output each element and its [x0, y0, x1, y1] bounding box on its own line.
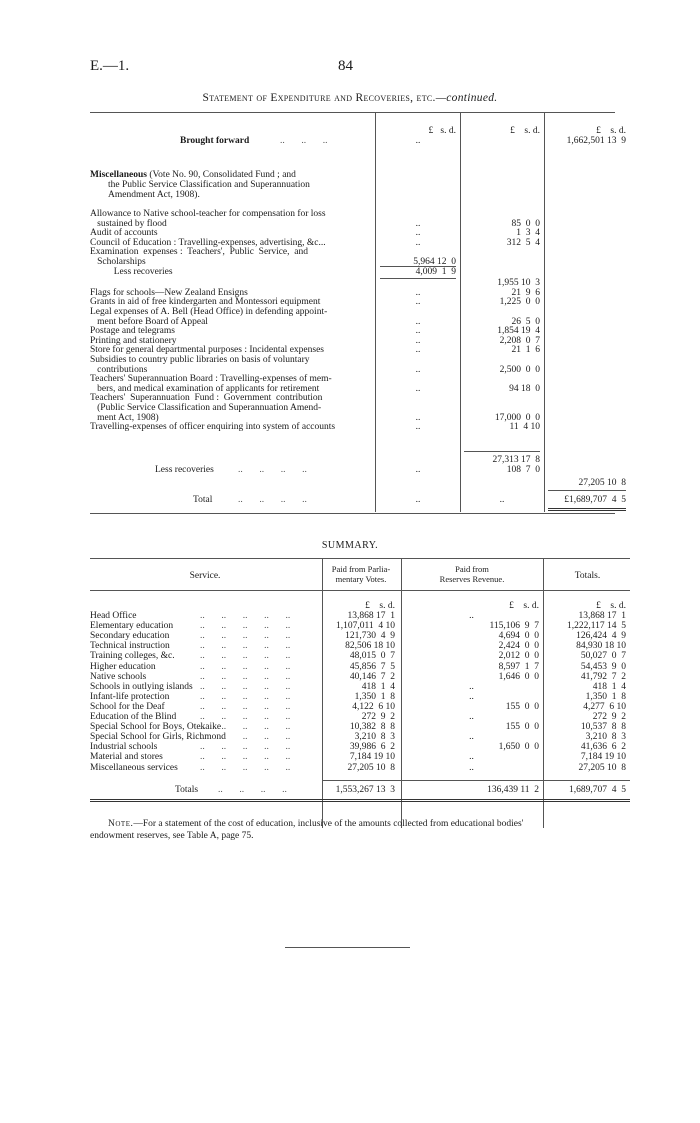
- leader-dots: .. .. .. .. ..: [200, 722, 291, 733]
- leader-dots: .. .. .. .. ..: [200, 641, 291, 652]
- leader-dots: .. .. .. .. ..: [200, 611, 291, 621]
- leader-dots: .. .. .. .. ..: [200, 621, 291, 632]
- expense-col2: 2,208 0 7: [499, 335, 540, 346]
- totals-rule: [323, 780, 630, 781]
- leader-dots: .. .. .. .. ..: [200, 701, 291, 712]
- summary-reserves: 2,012 0 0: [498, 651, 539, 662]
- leader-dots: .. .. .. .. ..: [200, 631, 291, 642]
- summary-service: Native schools: [90, 671, 147, 682]
- leader-dots: .. .. .. .. ..: [200, 661, 291, 672]
- expense-label: sustained by flood: [90, 218, 167, 229]
- brought-forward-label: Brought forward: [180, 136, 250, 146]
- expense-label: bers, and medical examination of applicants for retirement: [90, 383, 320, 394]
- expense-label: Allowance to Native school-teacher for compensation for loss: [90, 209, 326, 219]
- summary-totals: 84,930 18 10: [576, 641, 626, 652]
- expense-col2: 26 5 0: [511, 316, 540, 327]
- rule: [90, 513, 615, 514]
- total-col1: ..: [415, 495, 421, 505]
- summary-votes: 3,210 8 3: [354, 732, 395, 743]
- summary-title: SUMMARY.: [321, 540, 379, 551]
- rule: [90, 590, 630, 591]
- brought-forward-col1: ..: [415, 136, 421, 146]
- summary-reserves: 8,597 1 7: [498, 661, 539, 672]
- summary-reserves: ..: [469, 732, 474, 743]
- rule: [90, 112, 615, 113]
- expense-col2: 21 1 6: [511, 345, 540, 356]
- summary-service: Miscellaneous services: [90, 762, 178, 773]
- leader-dots: .. .. .. .. ..: [200, 752, 291, 763]
- summary-votes: 45,856 7 5: [349, 661, 395, 672]
- misc-heading-line2: the Public Service Classification and Superannuation: [108, 180, 310, 190]
- summary-reserves: 115,106 9 7: [489, 621, 539, 632]
- column-rule: [544, 112, 545, 512]
- document-code: E.—1.: [90, 58, 130, 74]
- leader-dots: .. .. .. .. ..: [200, 712, 291, 722]
- misc-heading: [90, 170, 296, 180]
- expense-col1: ..: [415, 316, 421, 327]
- expense-label: ment before Board of Appeal: [90, 316, 208, 327]
- subtotal-value: 27,313 17 8: [492, 455, 540, 465]
- expense-label: Subsidies to country public libraries on basis of voluntary: [90, 355, 310, 365]
- summary-totals: 50,027 0 7: [580, 651, 626, 662]
- leader-dots: .. .. ..: [280, 136, 328, 146]
- misc-net-total: 27,205 10 8: [578, 478, 626, 488]
- expense-col1: 4,009 1 9: [415, 266, 456, 277]
- statement-caption: [0, 92, 700, 104]
- summary-reserves: 1,646 0 0: [498, 671, 539, 682]
- expense-col2: 2,500 0 0: [499, 364, 540, 375]
- summary-votes: 7,184 19 10: [349, 752, 395, 763]
- summary-service: Industrial schools: [90, 742, 158, 753]
- summary-reserves: 1,650 0 0: [498, 742, 539, 753]
- misc-heading-line3: Amendment Act, 1908).: [108, 190, 200, 200]
- header-reserves-line1: Paid from: [455, 564, 489, 574]
- footnote: [108, 818, 653, 830]
- subtotal-rule: [464, 451, 540, 452]
- summary-service: School for the Deaf: [90, 701, 165, 712]
- column-rule: [460, 112, 461, 512]
- summary-reserves: ..: [469, 762, 474, 773]
- expense-col1: ..: [415, 335, 421, 346]
- expense-label: Examination expenses : Teachers', Public Service, and: [90, 247, 308, 258]
- expense-col1: ..: [415, 218, 421, 229]
- less-recoveries-col2: 108 7 0: [506, 465, 540, 475]
- expense-label: Store for general departmental purposes : Incidental expenses: [90, 345, 324, 356]
- summary-service: Higher education: [90, 661, 156, 672]
- total-col2: ..: [499, 495, 505, 505]
- recoveries-rule: [380, 278, 456, 279]
- expense-label: Flags for schools—New Zealand Ensigns: [90, 287, 248, 298]
- summary-reserves: 4,694 0 0: [498, 631, 539, 642]
- leader-dots: .. .. .. .. ..: [200, 732, 291, 743]
- expense-col2: 11 4 10: [509, 422, 540, 433]
- summary-totals: 10,537 8 8: [580, 722, 626, 733]
- expense-label: contributions: [90, 364, 148, 375]
- expense-col1: ..: [415, 364, 421, 375]
- summary-reserves: 155 0 0: [505, 722, 539, 733]
- column-rule: [401, 558, 402, 828]
- grand-total: £1,689,707 4 5: [564, 495, 626, 505]
- summary-totals: 4,277 6 10: [583, 701, 626, 712]
- expense-col1: ..: [415, 228, 421, 239]
- summary-reserves: 155 0 0: [505, 701, 539, 712]
- expense-label: Grants in aid of free kindergarten and Montessori equipment: [90, 297, 321, 308]
- summary-votes: 1,350 1 8: [354, 691, 395, 702]
- expense-label: Teachers' Superannuation Board : Travelling-expenses of mem-: [90, 374, 332, 385]
- summary-service: Secondary education: [90, 631, 170, 642]
- expense-col1: ..: [415, 422, 421, 433]
- expense-label: (Public Service Classification and Superannuation Amend-: [90, 403, 322, 413]
- expense-col2: 1,225 0 0: [499, 297, 540, 308]
- recoveries-rule: [380, 266, 456, 267]
- brought-forward-total: 1,662,501 13 9: [566, 136, 626, 146]
- header-totals: Totals.: [574, 571, 601, 581]
- summary-totals: 13,868 17 1: [578, 611, 626, 621]
- expense-col2: 1 3 4: [516, 228, 540, 239]
- summary-votes: 82,506 18 10: [345, 641, 395, 652]
- summary-totals: 1,222,117 14 5: [566, 621, 626, 632]
- leader-dots: .. .. .. ..: [238, 495, 307, 505]
- caption-main: Statement of Expenditure and Recoveries, etc.: [202, 92, 436, 104]
- expense-col1: ..: [415, 237, 421, 248]
- leader-dots: .. .. .. .. ..: [200, 691, 291, 702]
- summary-totals: 1,350 1 8: [585, 691, 626, 702]
- summary-totals: 418 1 4: [592, 681, 626, 692]
- header-votes-line2: mentary Votes.: [335, 574, 387, 584]
- expense-label: Teachers' Superannuation Fund : Government contribution: [90, 393, 323, 404]
- expense-col2: 21 9 6: [511, 287, 540, 298]
- summary-totals: 27,205 10 8: [578, 762, 626, 773]
- leader-dots: .. .. .. .. ..: [200, 681, 291, 692]
- summary-totals: 41,792 7 2: [580, 671, 626, 682]
- summary-totals: 41,636 6 2: [580, 742, 626, 753]
- expense-label: Council of Education : Travelling-expenses, advertising, &c...: [90, 237, 326, 248]
- summary-reserves: ..: [469, 681, 474, 692]
- expense-col2: 17,000 0 0: [494, 412, 540, 423]
- summary-votes: 1,107,011 4 10: [335, 621, 395, 632]
- expense-col1: ..: [415, 287, 421, 298]
- header-service: Service.: [189, 571, 221, 581]
- unit-totals: £ s. d.: [596, 601, 626, 611]
- less-recoveries-col1: ..: [415, 465, 421, 475]
- summary-votes: 10,382 8 8: [349, 722, 395, 733]
- expense-label: Travelling-expenses of officer enquiring into system of accounts: [90, 422, 336, 433]
- caption-continued: —continued.: [435, 92, 498, 104]
- leader-dots: .. .. .. .. ..: [200, 742, 291, 753]
- column-rule: [543, 558, 544, 828]
- total-rule: [548, 490, 626, 491]
- summary-service: Special School for Girls, Richmond: [90, 732, 226, 743]
- expense-col1: ..: [415, 345, 421, 356]
- summary-votes: 121,730 4 9: [345, 631, 395, 642]
- totals-reserves: 136,439 11 2: [487, 785, 539, 795]
- expense-col1: ..: [415, 297, 421, 308]
- summary-totals: 7,184 19 10: [580, 752, 626, 763]
- leader-dots: .. .. .. .. ..: [200, 762, 291, 773]
- summary-totals: 3,210 8 3: [585, 732, 626, 743]
- page-number: 84: [338, 58, 353, 74]
- less-recoveries-label: Less recoveries: [155, 465, 214, 475]
- summary-service: Infant-life protection: [90, 691, 170, 702]
- summary-votes: 48,015 0 7: [349, 651, 395, 662]
- summary-reserves: ..: [469, 752, 474, 763]
- total-label: Total: [193, 495, 213, 505]
- summary-reserves: ..: [469, 691, 474, 702]
- summary-reserves: ..: [469, 712, 474, 722]
- rule: [90, 558, 630, 559]
- leader-dots: .. .. .. ..: [218, 785, 287, 795]
- end-rule: [285, 947, 410, 948]
- expense-label: Printing and stationery: [90, 335, 177, 346]
- header-reserves-line2: Reserves Revenue.: [439, 574, 505, 584]
- misc-heading-bold: Miscellaneous: [90, 170, 147, 180]
- summary-service: Special School for Boys, Otekaike: [90, 722, 222, 733]
- leader-dots: .. .. .. ..: [238, 465, 307, 475]
- column-unit-2: £ s. d.: [510, 126, 540, 136]
- column-unit-3: £ s. d.: [596, 126, 626, 136]
- summary-totals: 126,424 4 9: [576, 631, 626, 642]
- expense-col1: ..: [415, 326, 421, 337]
- note-label: Note.: [108, 819, 134, 829]
- unit-votes: £ s. d.: [365, 601, 395, 611]
- column-rule: [375, 112, 376, 512]
- summary-service: Education of the Blind: [90, 712, 177, 722]
- totals-votes: 1,553,267 13 3: [335, 785, 395, 795]
- summary-service: Training colleges, &c.: [90, 651, 175, 662]
- totals-total: 1,689,707 4 5: [569, 785, 626, 795]
- expense-label: Less recoveries: [90, 266, 173, 277]
- summary-votes: 13,868 17 1: [347, 611, 395, 621]
- expense-label: Audit of accounts: [90, 228, 158, 239]
- summary-service: Schools in outlying islands: [90, 681, 193, 692]
- expense-col1: ..: [415, 383, 421, 394]
- note-text: —For a statement of the cost of education, inclusive of the amounts collected from educational bodies': [133, 819, 524, 829]
- expense-col2: 1,854 19 4: [497, 326, 540, 337]
- misc-heading-line1: (Vote No. 90, Consolidated Fund ; and: [147, 170, 296, 180]
- leader-dots: .. .. .. .. ..: [200, 651, 291, 662]
- expense-label: Scholarships: [90, 257, 146, 267]
- header-votes-line1: Paid from Parlia-: [331, 564, 391, 574]
- summary-votes: 27,205 10 8: [347, 762, 395, 773]
- summary-votes: 418 1 4: [361, 681, 395, 692]
- expense-col2: 312 5 4: [506, 237, 540, 248]
- grand-total-double-rule: [548, 508, 626, 511]
- summary-totals: 272 9 2: [592, 712, 626, 722]
- totals-label: Totals: [175, 785, 199, 795]
- unit-reserves: £ s. d.: [509, 601, 539, 611]
- footnote-line2: endowment reserves, see Table A, page 75.: [90, 831, 254, 841]
- summary-reserves: ..: [469, 611, 474, 621]
- summary-votes: 40,146 7 2: [349, 671, 395, 682]
- summary-votes: 39,986 6 2: [349, 742, 395, 753]
- expense-col2: 94 18 0: [509, 383, 540, 394]
- expense-label: Postage and telegrams: [90, 326, 175, 337]
- summary-totals: 54,453 9 0: [580, 661, 626, 672]
- summary-votes: 272 9 2: [361, 712, 395, 722]
- summary-service: Head Office: [90, 611, 137, 621]
- summary-double-rule: [90, 799, 630, 802]
- column-unit-1: £ s. d.: [428, 126, 456, 136]
- expense-col2: 85 0 0: [511, 218, 540, 229]
- expense-col1: 5,964 12 0: [413, 257, 456, 267]
- expense-col1: ..: [415, 412, 421, 423]
- summary-reserves: 2,424 0 0: [498, 641, 539, 652]
- summary-service: Technical instruction: [90, 641, 170, 652]
- summary-service: Elementary education: [90, 621, 174, 632]
- expense-label: Legal expenses of A. Bell (Head Office) in defending appoint-: [90, 307, 328, 317]
- summary-votes: 4,122 6 10: [352, 701, 395, 712]
- expense-col2: 1,955 10 3: [497, 278, 540, 289]
- leader-dots: .. .. .. .. ..: [200, 671, 291, 682]
- summary-service: Material and stores: [90, 752, 163, 763]
- expense-label: ment Act, 1908): [90, 412, 159, 423]
